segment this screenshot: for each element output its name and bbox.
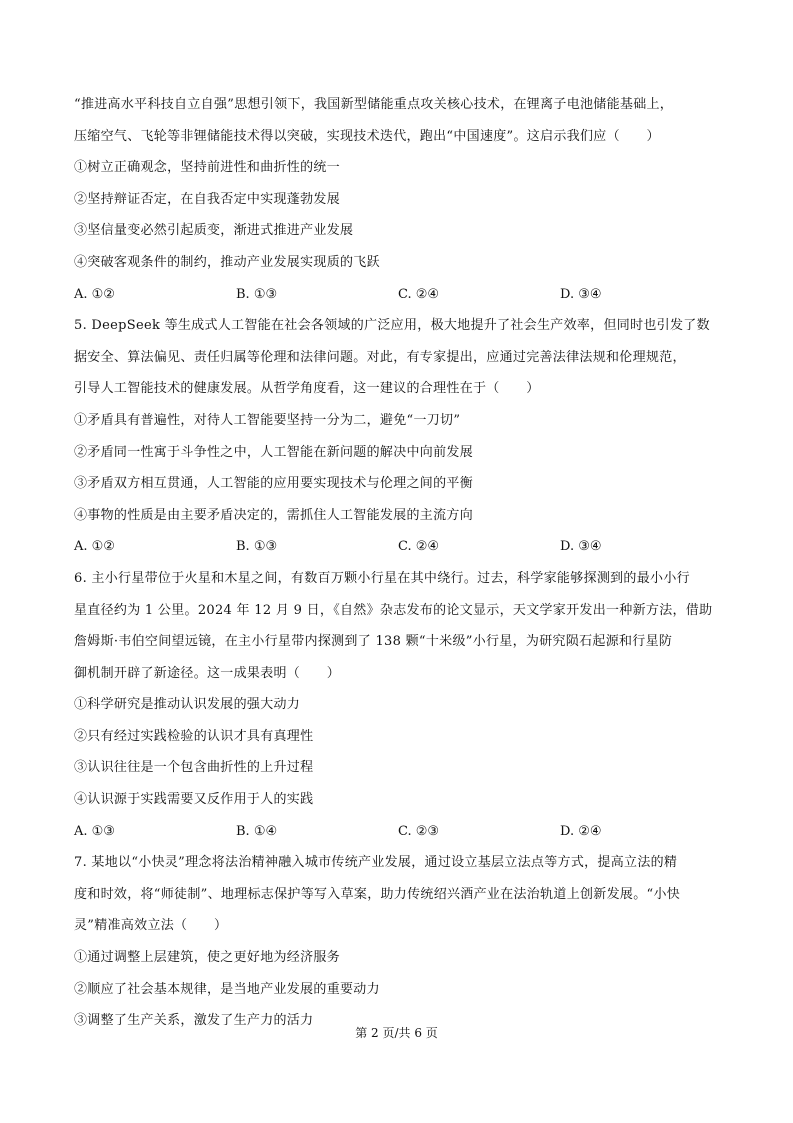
question-4: [74, 97, 724, 303]
answer-options: [74, 287, 724, 303]
question-stem-line: 度和时效，将“师徒制”、地理标志保护等写入草案，助力传统绍兴酒产业在法治轨道上创新发展。“小快: [74, 886, 681, 902]
page-content: [74, 97, 724, 1045]
option-d: D. ③④: [560, 539, 602, 555]
question-5: [74, 318, 724, 555]
answer-options: [74, 539, 724, 555]
question-stem-line: 压缩空气、飞轮等非锂储能技术得以突破，实现技术迭代，跑出“中国速度”。这启示我们应（ ）: [74, 128, 660, 144]
question-7: [74, 855, 724, 1029]
question-stem-line: 灵”精准高效立法（ ）: [74, 918, 228, 934]
question-stem-line: 引导人工智能技术的健康发展。从哲学角度看，这一建议的合理性在于（ ）: [74, 381, 540, 397]
question-6: [74, 571, 724, 840]
question-stem-line: 詹姆斯·韦伯空间望远镜，在主小行星带内探测到了 138 颗“十米级”小行星，为研究陨石起源和行星防: [74, 634, 673, 650]
question-stem-line: 5. DeepSeek 等生成式人工智能在社会各领域的广泛应用，极大地提升了社会生产效率，但同时也引发了数: [74, 318, 710, 334]
option-b: B. ①④: [236, 823, 278, 839]
statement: ②顺应了社会基本规律，是当地产业发展的重要动力: [74, 981, 380, 997]
statement: ③坚信量变必然引起质变，渐进式推进产业发展: [74, 223, 354, 239]
question-stem-line: 星直径约为 1 公里。2024 年 12 月 9 日，《自然》杂志发布的论文显示，天文学家开发出一种新方法，借助: [74, 602, 713, 618]
option-a: A. ①③: [74, 823, 115, 839]
option-a: A. ①②: [74, 539, 115, 555]
option-c: C. ②③: [398, 823, 440, 839]
option-c: C. ②④: [398, 539, 440, 555]
option-d: D. ③④: [560, 286, 602, 302]
statement: ④突破客观条件的制约，推动产业发展实现质的飞跃: [74, 254, 380, 270]
statement: ①科学研究是推动认识发展的强大动力: [74, 697, 301, 713]
question-stem-line: 7. 某地以“小快灵”理念将法治精神融入城市传统产业发展，通过设立基层立法点等方式，提高立法的精: [74, 855, 678, 871]
statement: ①通过调整上层建筑，使之更好地为经济服务: [74, 950, 341, 966]
statement: ③矛盾双方相互贯通，人工智能的应用要实现技术与伦理之间的平衡: [74, 476, 474, 492]
option-b: B. ①③: [236, 539, 278, 555]
option-d: D. ②④: [560, 823, 602, 839]
page-number: 第 2 页/共 6 页: [355, 1026, 438, 1040]
statement: ④认识源于实践需要又反作用于人的实践: [74, 792, 314, 808]
statement: ②矛盾同一性寓于斗争性之中，人工智能在新问题的解决中向前发展: [74, 444, 474, 460]
statement: ②只有经过实践检验的认识才具有真理性: [74, 728, 314, 744]
option-a: A. ①②: [74, 286, 115, 302]
statement: ②坚持辩证否定，在自我否定中实现蓬勃发展: [74, 191, 341, 207]
statement: ①矛盾具有普遍性，对待人工智能要坚持一分为二，避免“一刀切”: [74, 412, 461, 428]
option-c: C. ②④: [398, 286, 440, 302]
option-b: B. ①③: [236, 286, 278, 302]
answer-options: [74, 824, 724, 840]
question-stem-line: 据安全、算法偏见、责任归属等伦理和法律问题。对此，有专家提出，应通过完善法律法规和伦理规范，: [74, 349, 686, 365]
question-stem-line: 御机制开辟了新途径。这一成果表明（ ）: [74, 665, 341, 681]
statement: ③调整了生产关系，激发了生产力的活力: [74, 1013, 314, 1029]
statement: ④事物的性质是由主要矛盾决定的，需抓住人工智能发展的主流方向: [74, 507, 474, 523]
question-stem-line: “推进高水平科技自立自强”思想引领下，我国新型储能重点攻关核心技术，在锂离子电池储能基础上，: [74, 97, 674, 112]
statement: ③认识往往是一个包含曲折性的上升过程: [74, 760, 314, 776]
question-stem-line: 6. 主小行星带位于火星和木星之间，有数百万颗小行星在其中绕行。过去，科学家能够探测到的最小小行: [74, 570, 690, 586]
statement: ①树立正确观念，坚持前进性和曲折性的统一: [74, 160, 341, 176]
